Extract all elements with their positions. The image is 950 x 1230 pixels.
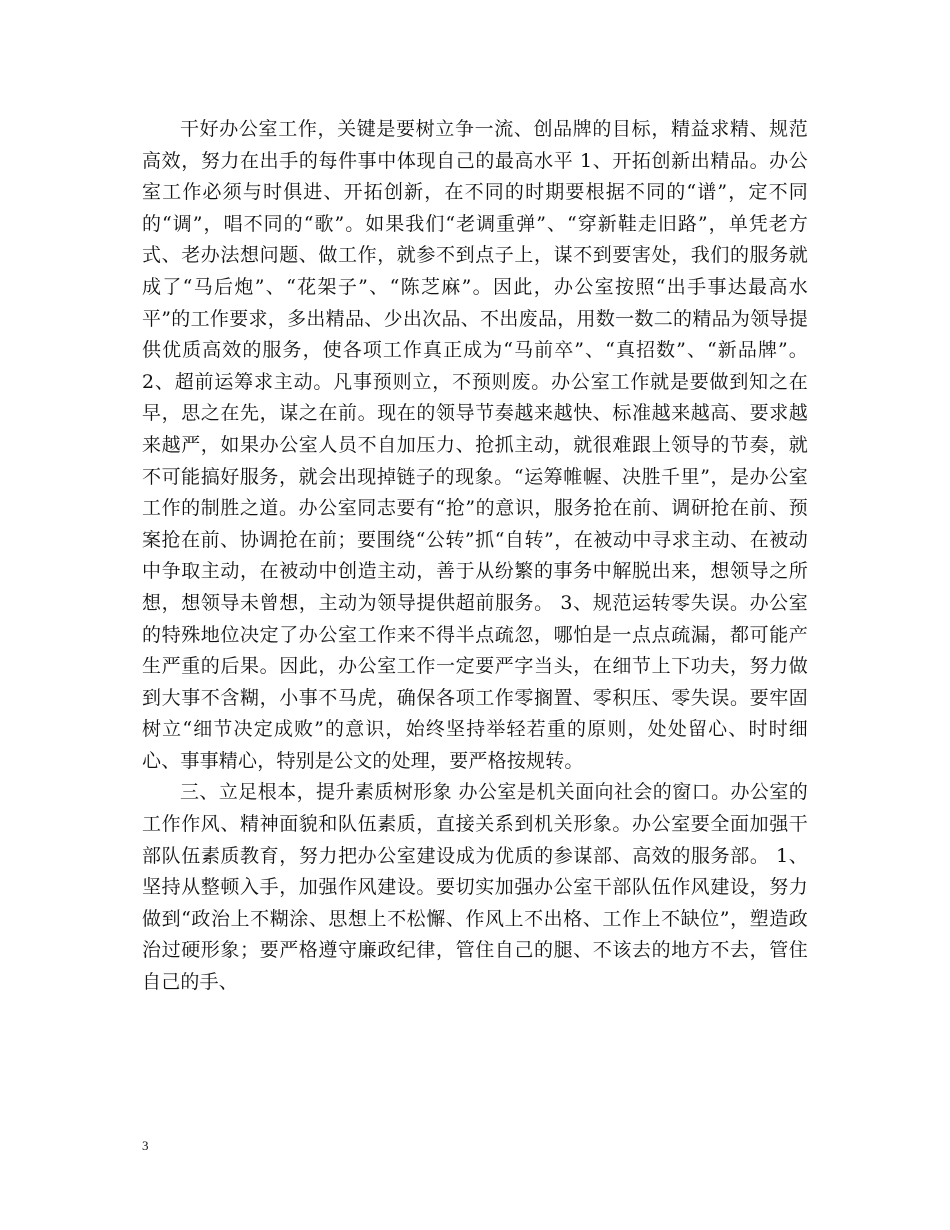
body-text: [142, 114, 808, 999]
page-number: 3: [142, 1138, 149, 1153]
paragraph: 干好办公室工作，关键是要树立争一流、创品牌的目标，精益求精、规范高效，努力在出手的每件事中体现自己的最高水平 1、开拓创新出精品。办公室工作必须与时俱进、开拓创新，在不同的时期要根据不同的“谱”，定不同的“调”，唱不同的“歌”。如果我们“老调重弹”、“穿新鞋走旧路”，单凭老方式、老办法想问题、做工作，就参不到点子上，谋不到要害处，我们的服务就成了“马后炮”、“花架子”、“陈芝麻”。因此，办公室按照“出手事达最高水平”的工作要求，多出精品、少出次品、不出废品，用数一数二的精品为领导提供优质高效的服务，使各项工作真正成为“马前卒”、“真招数”、“新品牌”。 2、超前运筹求主动。凡事预则立，不预则废。办公室工作就是要做到知之在早，思之在先，谋之在前。现在的领导节奏越来越快、标准越来越高、要求越来越严，如果办公室人员不自加压力、抢抓主动，就很难跟上领导的节奏，就不可能搞好服务，就会出现掉链子的现象。“运筹帷幄、决胜千里”，是办公室工作的制胜之道。办公室同志要有“抢”的意识，服务抢在前、调研抢在前、预案抢在前、协调抢在前；要围绕“公转”抓“自转”，在被动中寻求主动、在被动中争取主动，在被动中创造主动，善于从纷繁的事务中解脱出来，想领导之所想，想领导未曾想，主动为领导提供超前服务。 3、规范运转零失误。办公室的特殊地位决定了办公室工作来不得半点疏忽，哪怕是一点点疏漏，都可能产生严重的后果。因此，办公室工作一定要严字当头，在细节上下功夫，努力做到大事不含糊，小事不马虎，确保各项工作零搁置、零积压、零失误。要牢固树立“细节决定成败”的意识，始终坚持举轻若重的原则，处处留心、时时细心、事事精心，特别是公文的处理，要严格按规转。: [142, 118, 808, 772]
paragraph: 三、立足根本，提升素质树形象 办公室是机关面向社会的窗口。办公室的工作作风、精神面貌和队伍素质，直接关系到机关形象。办公室要全面加强干部队伍素质教育，努力把办公室建设成为优质的参谋部、高效的服务部。 1、坚持从整顿入手，加强作风建设。要切实加强办公室干部队伍作风建设，努力做到“政治上不糊涂、思想上不松懈、作风上不出格、工作上不缺位”，塑造政治过硬形象；要严格遵守廉政纪律，管住自己的腿、不该去的地方不去，管住自己的手、: [142, 781, 808, 994]
